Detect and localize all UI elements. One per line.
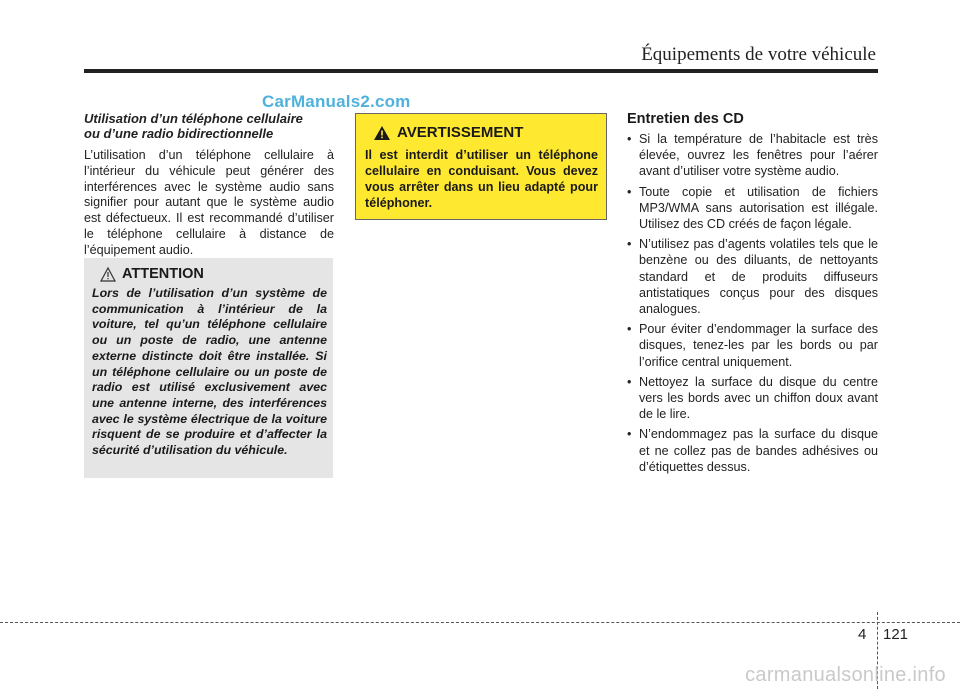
right-column	[627, 111, 878, 479]
list-item	[627, 321, 878, 370]
left-column	[84, 111, 334, 259]
list-item	[627, 236, 878, 317]
watermark-link[interactable]: CarManuals2.com	[262, 92, 411, 111]
warning-triangle-icon	[373, 125, 391, 141]
footer-rule	[0, 622, 960, 623]
list-item	[627, 184, 878, 233]
warning-box	[355, 113, 607, 220]
bullet-dot: •	[627, 237, 632, 252]
list-item-text: Nettoyez la surface du disque du centre vers les bords avec un chiffon doux avant de le lire.	[639, 374, 878, 422]
bullet-dot: •	[627, 132, 632, 146]
bullet-dot: •	[627, 322, 632, 337]
watermark-bottom: carmanualsonline.info	[745, 664, 946, 686]
page-number: 121	[883, 626, 909, 643]
cd-care-list	[627, 131, 878, 475]
intro-paragraph: L’utilisation d’un téléphone cellulaire à l’intérieur du véhicule peut générer des interférences avec le système audio sans signifier pour autant que le système audio est défectueux. Il est recommandé d’utiliser le téléphone cellulaire à distance de l’équipement audio.	[84, 148, 334, 257]
list-item-text: N’utilisez pas d’agents volatiles tels que le benzène ou des diluants, de nettoyants standard et de produits diffuseurs antistatiques conçus pour des disques analogues.	[639, 237, 878, 317]
cd-care-title: Entretien des CD	[627, 111, 744, 127]
attention-text: Lors de l’utilisation d’un système de communication à l’intérieur de la voiture, tel qu’un téléphone cellulaire ou un poste de radio, une antenne externe distincte doit être installée. Si un téléphone cellulaire ou un poste de radio est utilisé exclusivement avec une antenne interne, des interférences avec le système électrique de la voiture risquent de se produire et d’affecter la sécurité d’utilisation du véhicule.	[92, 286, 327, 458]
subheading-line-1: Utilisation d’un téléphone cellulaire	[84, 111, 303, 126]
attention-title-row	[100, 266, 327, 282]
list-item-text: Toute copie et utilisation de fichiers MP3/WMA sans autorisation est illégale. Utilisez des CD créés de façon légale.	[639, 184, 878, 232]
page-header-title: Équipements de votre véhicule	[641, 44, 876, 65]
header-rule	[84, 69, 878, 73]
list-item-text: Pour éviter d’endommager la surface des disques, tenez-les par les bords ou par l’orifice central uniquement.	[639, 322, 878, 369]
warning-title: AVERTISSEMENT	[397, 124, 524, 141]
caution-triangle-icon	[100, 267, 116, 282]
bullet-dot: •	[627, 427, 632, 442]
chapter-number: 4	[858, 626, 867, 643]
list-item	[627, 374, 878, 423]
section-subheading	[84, 111, 334, 141]
warning-text: Il est interdit d’utiliser un téléphone cellulaire en conduisant. Vous devez vous arrêter dans un lieu adapté pour téléphoner.	[365, 148, 598, 210]
bullet-dot: •	[627, 184, 632, 199]
list-item	[627, 426, 878, 475]
attention-title: ATTENTION	[122, 266, 204, 282]
list-item-text: N’endommagez pas la surface du disque et ne collez pas de bandes adhésives ou d’étiquettes dessus.	[639, 427, 878, 474]
warning-title-row	[373, 124, 598, 141]
bullet-dot: •	[627, 374, 632, 389]
subheading-line-2: ou d’une radio bidirectionnelle	[84, 126, 274, 141]
list-item-text: Si la température de l’habitacle est très élevée, ouvrez les fenêtres pour l’aérer avant d’utiliser votre système audio.	[639, 132, 878, 179]
list-item	[627, 131, 878, 180]
attention-box	[84, 258, 333, 478]
